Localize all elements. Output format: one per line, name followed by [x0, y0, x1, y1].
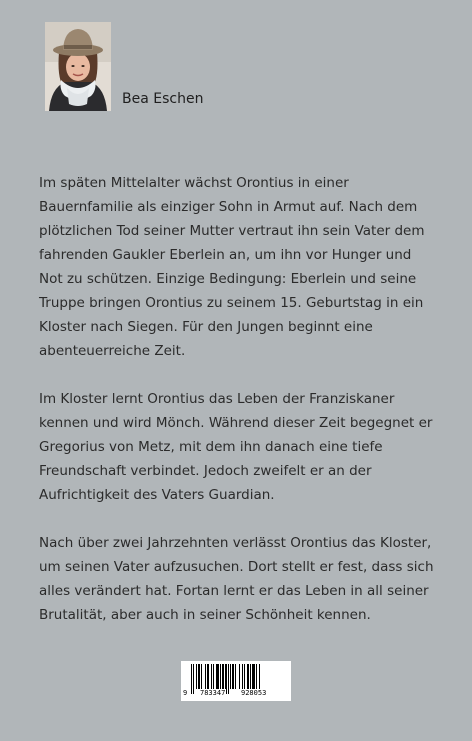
barcode-bar	[244, 664, 245, 689]
barcode-bar	[196, 664, 197, 689]
barcode-bar	[250, 664, 251, 689]
barcode-bar	[205, 664, 206, 689]
barcode-bar	[216, 664, 219, 689]
barcode-right-digits: 928053	[241, 689, 267, 697]
blurb-paragraph-3: Nach über zwei Jahrzehnten verlässt Orontius das Kloster, um seinen Vater aufzusuchen. Dort stellt er fest, dass sich alles verändert hat. Fortan lernt er das Leben in all seiner Brutalität, aber auch in seiner Schönheit kennen.	[39, 535, 434, 623]
barcode-bar	[228, 664, 229, 694]
barcode-bar	[213, 664, 214, 689]
barcode-left-digits: 783347	[200, 689, 226, 697]
blurb-paragraph-1: Im späten Mittelalter wächst Orontius in einer Bauernfamilie als einziger Sohn in Armut auf. Nach dem plötzlichen Tod seiner Mutter vertraut ihn sein Vater dem fahrenden Gaukler Eberlein an, um ihn vor Hunger und Not zu schützen. Einzige Bedingung: Eberlein und seine Truppe bringen Orontius zu seinem 15. Geburtstag in ein Kloster nach Siegen. Für den Jungen beginnt eine abenteuerreiche Zeit.	[39, 175, 425, 359]
barcode-bar	[191, 664, 192, 694]
barcode-bar	[198, 664, 200, 689]
author-name: Bea Eschen	[122, 91, 204, 107]
book-blurb	[39, 171, 439, 651]
barcode-bar	[201, 664, 202, 689]
author-portrait-image	[45, 22, 111, 111]
barcode-bar	[207, 664, 209, 689]
barcode-bar	[222, 664, 224, 689]
barcode-bar	[252, 664, 255, 689]
barcode-bar	[235, 664, 236, 689]
barcode-bar	[232, 664, 234, 689]
barcode-bar	[247, 664, 249, 689]
barcode-bar	[230, 664, 231, 689]
barcode-bar	[242, 664, 243, 689]
barcode-bar	[193, 664, 194, 694]
blurb-paragraph-2: Im Kloster lernt Orontius das Leben der Franziskaner kennen und wird Mönch. Während dieser Zeit begegnet er Gregorius von Metz, mit dem ihn danach eine tiefe Freundschaft verbindet. Jedoch zweifelt er an der Aufrichtigkeit des Vaters Guardian.	[39, 391, 433, 503]
barcode-bar	[256, 664, 257, 689]
barcode-bar	[239, 664, 240, 689]
barcode-lead-digit: 9	[183, 689, 188, 697]
author-photo	[45, 22, 111, 111]
barcode-bar	[220, 664, 221, 689]
isbn-barcode	[181, 661, 291, 701]
barcode-bars	[181, 661, 291, 701]
barcode-bar	[211, 664, 212, 689]
